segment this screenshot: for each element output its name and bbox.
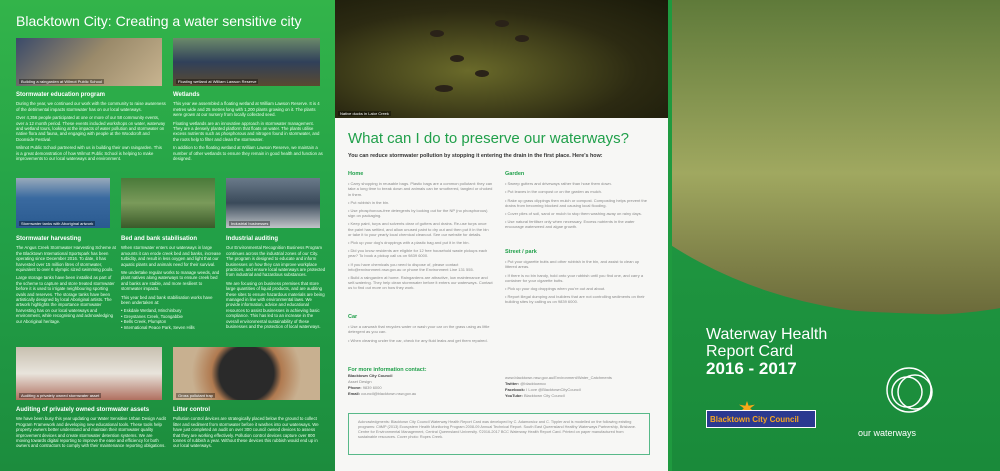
creek-cover-photo <box>672 0 1000 315</box>
tip-item: • Put rubbish in the bin. <box>348 199 390 205</box>
cover-panel <box>672 0 1000 471</box>
home-tips <box>348 172 493 294</box>
section-paragraph: This year bed and bank stabilisation works have been undertaken at: <box>121 294 213 306</box>
section-heading: Stormwater harvesting <box>16 236 82 242</box>
photo-caption: Native ducks in Lalor Creek <box>340 111 389 116</box>
tip-text: Pick up your dog's droppings with a plastic bag and put it in the bin. <box>350 240 470 246</box>
tip-item: • Use natural fertiliser only when necessary. Excess nutrients in the water encourage waterweed and algae growth. <box>505 219 635 230</box>
photo-caption: Industrial businesses <box>231 221 269 226</box>
our-waterways-text: our waterways <box>858 428 917 438</box>
cover-title <box>706 326 827 378</box>
bullet-text: Eskdale Wetland, Minchinbury <box>123 308 182 314</box>
phone[interactable]: 9839 6000 <box>362 385 382 390</box>
tip-item: • Cover piles of soil, sand or mulch to stop them washing away on rainy days. <box>505 211 642 217</box>
street-tips <box>505 250 650 308</box>
tip-text: If there is no bin handy, hold onto your rubbish until you find one, and carry a container for your cigarette butts. <box>505 272 644 283</box>
email-link[interactable]: council@blacktown.nsw.gov.au <box>361 391 417 396</box>
tip-text: Sweep gutters and driveways rather than hose them down. <box>507 181 612 187</box>
section-paragraph: In addition to the floating wetland at William Lawson Reserve, we maintain a number of other wetlands to ensure they remain in good health and function as designed. <box>173 145 323 162</box>
photo-caption: Floating wetland at William Lawson Reserve <box>178 79 257 84</box>
tip-item: • If you have chemicals you need to dispose of, please contact info@environment.nsw.gov.au or phone the Environment Line 131 555. <box>348 261 474 272</box>
section-photo <box>121 178 215 228</box>
garden-heading: Garden <box>505 171 525 177</box>
title-line-2: Report Card <box>706 343 794 360</box>
info-section <box>173 93 323 164</box>
section-heading: Auditing of privately owned stormwater assets <box>16 407 150 413</box>
tip-text: Carry shopping in reusable bags. Plastic bags are a common pollutant: they can take a long time to break down and animals can be smothered, tangled or choked in them. <box>348 181 493 197</box>
section-paragraph: We are focusing on business premises that store large quantities of liquid products, and are auditing these sites to ensure hazardous materials are being managed in line with environmental laws. We provide information, advice and educational resources to assist businesses in achieving basic compliance. This has led to an increase in the overall environmental sustainability of these businesses and the protection of local waterways. <box>226 280 325 330</box>
tip-text: Did you know residents are eligible for 12 free household waste pickups each year? To book a pickup call us on 9839 6000. <box>348 248 488 259</box>
bullet-item: • International Peace Park, Seven Hills <box>121 324 195 330</box>
photo-caption: Building a raingarden at Wilmot Public School <box>21 79 102 84</box>
section-heading: Bed and bank stabilisation <box>121 236 198 242</box>
tip-text: Cover piles of soil, sand or mulch to stop them washing away on rainy days. <box>507 211 642 217</box>
tip-text: Rake up grass clippings then mulch or compost. Composting helps prevent the drains from becoming blocked and causing local flooding. <box>505 197 647 208</box>
our-waterways-logo-icon <box>882 365 942 415</box>
section-paragraph: We have been busy this year updating our Water Sensitive Urban Design Audit Program Framework and developing new educational tools. These tools help property owners better understand and maintain their stormwater quality improvement devices and create stormwater detention systems. We are moving towards digital reporting to improve the ease and efficiency for both owners and contractors to comply with their maintenance reporting obligations. <box>16 416 166 449</box>
title-line-1: Waterway Health <box>706 326 828 343</box>
bullet-item: • Eskdale Wetland, Minchinbury <box>121 308 182 314</box>
home-heading: Home <box>348 171 364 177</box>
tip-item: • Sweep gutters and driveways rather than hose them down. <box>505 181 612 187</box>
section-heading: Litter control <box>173 407 210 413</box>
tip-text: Put your cigarette butts and other rubbish in the bin, and assist to clean up littered areas. <box>505 259 640 270</box>
tip-text: Build a raingarden at home. Raingardens are attractive, low maintenance and self-watering. They help clean stormwater before it enters our waterways. Contact us to find out more on how they work. <box>348 275 493 291</box>
section-paragraph: When stormwater enters our waterways in large amounts it can erode creek bed and banks, increase turbidity, and result in less oxygen and light that our aquatic plants and animals need for their survival. <box>121 245 221 267</box>
website-link[interactable]: www.blacktown.nsw.gov.au/Environment/Water_Catchments <box>505 375 612 380</box>
tip-text: Use a carwash that recycles water or wash your car on the grass using as little detergent as you can. <box>348 324 490 335</box>
info-section <box>16 93 166 164</box>
info-section <box>16 408 166 452</box>
section-photo <box>16 347 162 400</box>
tip-text: Use natural fertiliser only when necessary. Excess nutrients in the water encourage waterweed and algae growth. <box>505 219 635 230</box>
tip-text: Pick up your dog droppings when you're out and about. <box>507 286 606 292</box>
bullet-text: International Peace Park, Seven Hills <box>123 324 195 330</box>
info-section <box>173 408 323 452</box>
section-paragraph: During the year, we continued our work with the community to raise awareness of the detrimental impacts stormwater has on our local waterways. <box>16 101 166 112</box>
section-paragraph: Wilmot Public School partnered with us in building their own raingarden. This is a great demonstration of how Wilmot Public School is helping to make improvements to our local waterways and environment. <box>16 145 162 162</box>
section-photo <box>173 38 320 86</box>
tip-item: • Pick up your dog droppings when you're out and about. <box>505 286 606 292</box>
bullet-text: Greystanes Creek, Toongabbie <box>123 313 183 319</box>
section-paragraph: The Angus Creek Stormwater Harvesting Scheme at the Blacktown International Sportspark has been operating since December 2016. To date, it has harvested over 15 million litres of stormwater, equivalent to over 6 olympic sized swimming pools. <box>16 245 116 273</box>
facebook-link[interactable]: I Love @BlacktownCityCouncil <box>526 387 581 392</box>
info-section <box>226 237 326 333</box>
street-heading: Street / park <box>505 249 537 255</box>
tip-item: • Pick up your dog's droppings with a plastic bag and put it in the bin. <box>348 240 470 246</box>
contact-dept: Asset Design <box>348 379 372 384</box>
section-heading: Industrial auditing <box>226 236 278 242</box>
section-heading: Wetlands <box>173 92 200 98</box>
section-paragraph: This year we assembled a floating wetland at William Lawson Reserve. It is 4 metres wide and 25 metres long with 1,200 plants growing on it. The plants were grown at our nursery from locally collected seed. <box>173 101 320 118</box>
tip-item: • Keep paint, turps and solvents clear of gutters and drains. Re-use turps once the paint has settled, and allow unused paint to dry out and then put it in the bin or take it to your yearly local chemical cleanout. See our website for details. <box>348 221 489 237</box>
tip-text: Use phosphorous-free detergents by looking out for the NP (no phosphorous) sign on packaging. <box>348 208 488 219</box>
left-panel <box>0 0 335 471</box>
acknowledgments-box: Acknowledgments: Blacktown City Council Waterway Health Report Card was developed by C. Adamowicz and C. Tippler and is modelled on the following existing programs: CitMP (2013) Ecosystem Health Monitoring Program 2008-09 Annual Technical Report. South East Queensland Healthy Waterways Partnership, Brisbane. Centre for Environmental Management, Central Queensland University. ©2016-2017 BCC Waterway Health Report Card. Printed on paper manufactured from sustainable resources. Cover photo: Ropes Creek. <box>348 413 650 455</box>
tip-item: • When cleaning under the car, check for any fluid leaks and get them repaired. <box>348 337 488 343</box>
twitter-label: Twitter: <box>505 381 520 386</box>
tip-item: • Rake up grass clippings then mulch or compost. Composting helps prevent the drains from becoming blocked and causing local flooding. <box>505 197 647 208</box>
tip-item: • Carry shopping in reusable bags. Plastic bags are a common pollutant: they can take a long time to break down and animals can be smothered, tangled or choked in them. <box>348 181 493 197</box>
contact-heading: For more information contact: <box>348 367 427 373</box>
section-paragraph: Over 4,356 people participated at one or more of our 58 community events, over a 12 month period. These events included workshops on water, waterway and wetland tours, looking at the impacts of water pollution and stormwater on native flora and fauna, and engaging with people at the Woodcroft and Doonside Festival. <box>16 115 166 142</box>
section-paragraph: We undertake regular works to manage weeds, and plant natives along waterways to ensure creek bed and banks are stable, and more resilient to stormwater impacts. <box>121 270 220 292</box>
middle-title: What can I do to preserve our waterways? <box>348 130 629 147</box>
blacktown-council-logo: Blacktown City Council <box>706 410 816 428</box>
bullet-item: • Greystanes Creek, Toongabbie <box>121 313 183 319</box>
report-years: 2016 - 2017 <box>706 359 797 378</box>
tip-text: If you have chemicals you need to dispose of, please contact info@environment.nsw.gov.au or phone the Environment Line 131 555. <box>348 261 474 272</box>
tip-text: Put leaves in the compost or on the garden as mulch. <box>507 189 603 195</box>
social-block <box>505 375 655 399</box>
contact-block <box>348 367 498 397</box>
tip-item: • Build a raingarden at home. Raingardens are attractive, low maintenance and self-watering. They help clean stormwater before it enters our waterways. Contact us to find out more on how they work. <box>348 275 493 291</box>
section-heading: Stormwater education program <box>16 92 106 98</box>
section-paragraph: Large storage tanks have been installed as part of the scheme to capture and store treated stormwater before it is used to irrigate neighbouring sporting ovals and reserves. The storage tanks have been artistically designed by local Aboriginal artists. The artwork highlights the importance stormwater harvesting has on our local waterways and environment, while recognising and acknowledging our Aboriginal heritage. <box>16 275 115 324</box>
section-photo <box>16 38 162 86</box>
youtube-label: YouTube: <box>505 393 523 398</box>
tip-item: • Put your cigarette butts and other rubbish in the bin, and assist to clean up littered areas. <box>505 259 640 270</box>
tip-text: Put rubbish in the bin. <box>350 199 390 205</box>
garden-tips <box>505 172 650 233</box>
photo-caption: Gross pollutant trap <box>178 393 213 398</box>
tip-text: Report illegal dumping and builders that are not controlling sediments on their building sites by calling us on 9839 6000. <box>505 294 645 305</box>
photo-caption: Stormwater tanks with Aboriginal artwork <box>21 221 94 226</box>
contact-org: Blacktown City Council <box>348 373 393 378</box>
section-photo <box>16 178 110 228</box>
bullet-item: • Bells Creek, Plumpton <box>121 319 167 325</box>
tip-item: • Report illegal dumping and builders that are not controlling sediments on their building sites by calling us on 9839 6000. <box>505 294 645 305</box>
tip-item: • Use a carwash that recycles water or wash your car on the grass using as little detergent as you can. <box>348 324 490 335</box>
tip-item: • Put leaves in the compost or on the garden as mulch. <box>505 189 603 195</box>
tip-item: • Did you know residents are eligible for 12 free household waste pickups each year? To book a pickup call us on 9839 6000. <box>348 248 488 259</box>
facebook-label: Facebook: <box>505 387 526 392</box>
bullet-text: Bells Creek, Plumpton <box>123 319 167 325</box>
car-heading: Car <box>348 314 358 320</box>
tip-text: When cleaning under the car, check for any fluid leaks and get them repaired. <box>350 337 488 343</box>
section-paragraph: Pollution control devices are strategically placed below the ground to collect litter and sediment from stormwater before it washes into our waterways. We have just completed an audit on over 300 council owned devices to assess that they are working effectively. Pollution control devices capture over 800 tonnes of rubbish a year. Without these devices this rubbish would end up in our local waterways. <box>173 416 319 449</box>
section-photo <box>226 178 320 228</box>
tip-text: Keep paint, turps and solvents clear of gutters and drains. Re-use turps once the paint has settled, and allow unused paint to dry out and then put it in the bin or take it to your yearly local chemical cleanout. See our website for details. <box>348 221 489 237</box>
phone-label: Phone: <box>348 385 362 390</box>
middle-subtitle: You can reduce stormwater pollution by stopping it entering the drain in the first place. Here's how: <box>348 153 603 159</box>
section-paragraph: Our Environmental Recognition Business Program continues across the industrial zones of our City. The program is designed to educate and inform businesses on how they can improve workplace practices, and ensure local waterways are protected from industrial and hazardous substances. <box>226 245 326 278</box>
email-label: Email: <box>348 391 361 396</box>
twitter-link[interactable]: @blacktowncc <box>520 381 547 386</box>
info-section <box>121 237 221 330</box>
section-photo <box>173 347 320 400</box>
car-tips <box>348 315 493 346</box>
ducks-photo <box>335 0 668 118</box>
tip-item: • Use phosphorous-free detergents by looking out for the NP (no phosphorous) sign on packaging. <box>348 208 488 219</box>
photo-caption: Auditing a privately owned stormwater asset <box>21 393 100 398</box>
section-paragraph: Floating wetlands are an innovative approach in stormwater management. They are a densely planted platform that floats on water. The plants utilise excess nutrients such as phosphorous and nitrogen found in stormwater, and the roots help to filter and clean the stormwater. <box>173 120 320 142</box>
youtube-link[interactable]: Blacktown City Council <box>523 393 565 398</box>
tip-item: • If there is no bin handy, hold onto your rubbish until you find one, and carry a container for your cigarette butts. <box>505 272 644 283</box>
left-title: Blacktown City: Creating a water sensitive city <box>16 13 302 29</box>
middle-panel <box>335 0 668 471</box>
info-section <box>16 237 116 327</box>
